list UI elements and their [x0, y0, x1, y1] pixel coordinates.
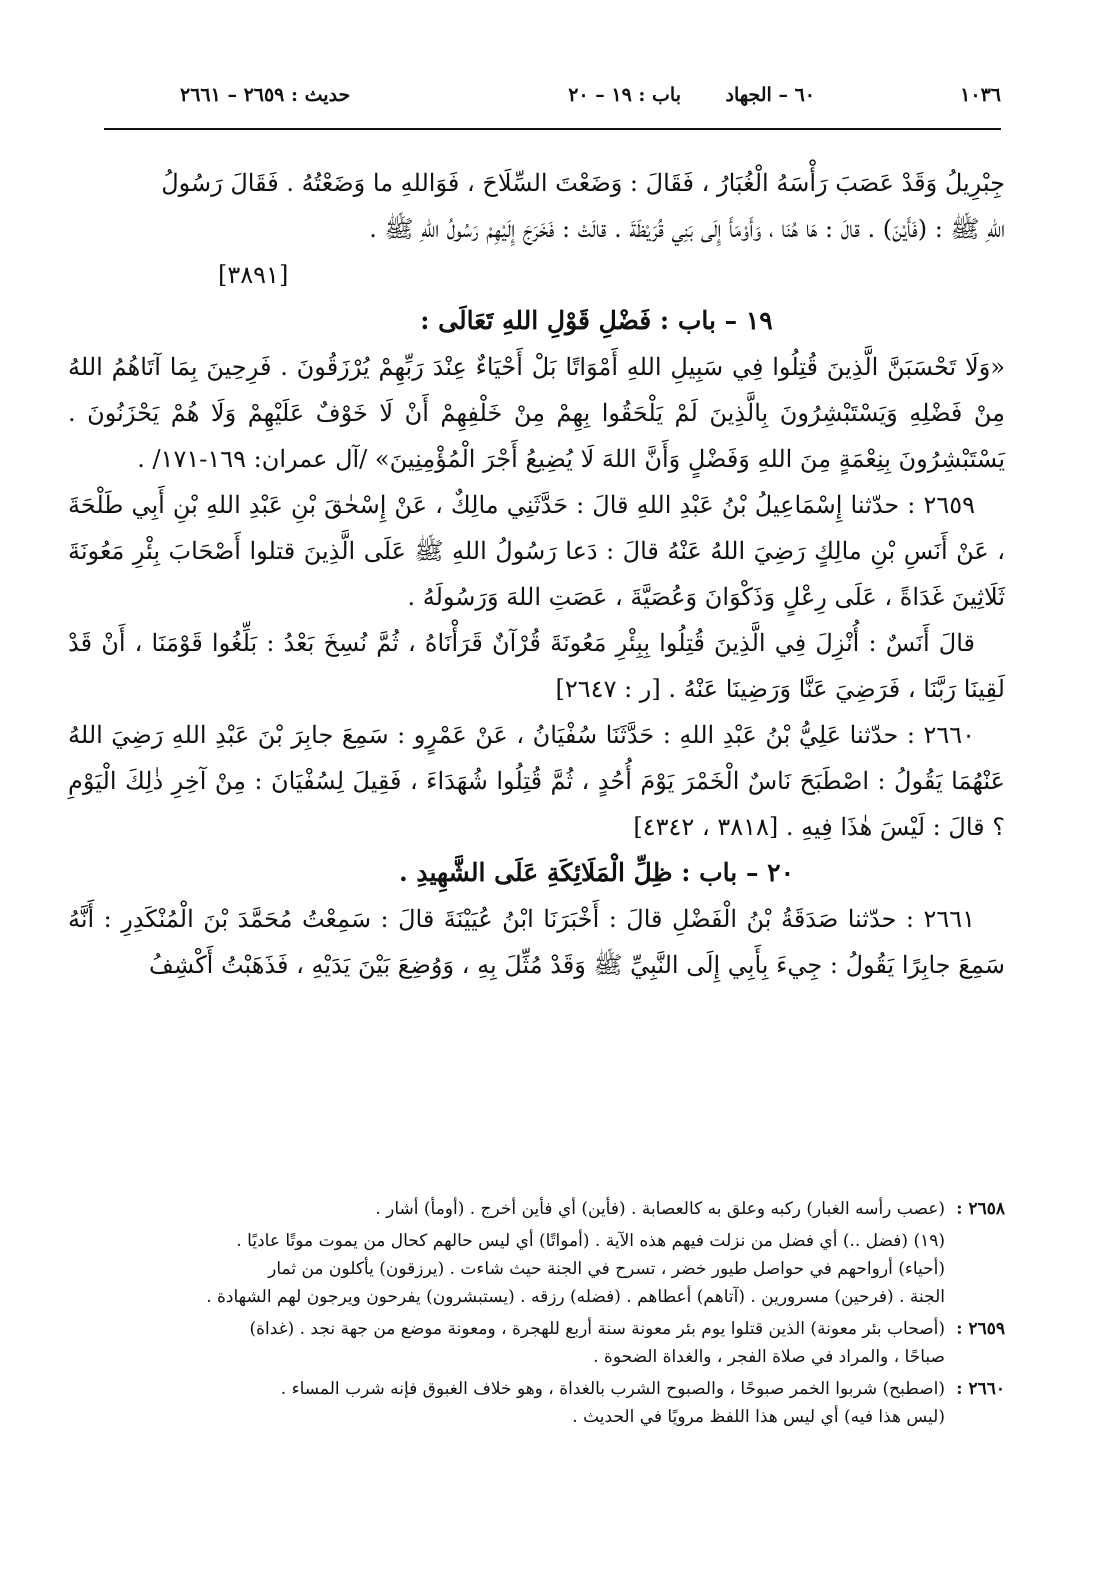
footnote-number: ٢٦٦٠ : — [956, 1379, 1005, 1399]
hadith-2659-text: ٢٦٥٩ : حدّثنا إِسْمَاعِيلُ بْنُ عَبْدِ اللهِ قالَ : حَدَّثَنِي مالِكٌ ، عَنْ إِسْحٰقَ بْنِ عَبْدِ اللهِ بْنِ أَبِي طَلْحَةَ ، عَنْ أَنَسِ بْنِ مالِكٍ رَضِيَ اللهُ عَنْهُ قالَ : دَعا رَسُولُ اللهِ ﷺ عَلَى الَّذِينَ قتلوا أَصْحَابَ بِئْرِ مَعُونَةَ ثَلَاثِينَ غَدَاةً ، عَلَى رِعْلٍ وَذَكْوَانَ وَعُصَيَّةَ ، عَصَتِ اللهَ وَرَسُولَهُ . — [68, 491, 1005, 611]
hadith-range: حديث : ٢٦٥٩ – ٢٦٦١ — [180, 84, 351, 106]
footnote-line: (أصحاب بئر معونة) الذين قتلوا يوم بئر معونة سنة أربع للهجرة ، ومعونة موضع من جهة نجد . (غداة) — [249, 1319, 945, 1339]
footnote-line: (١٩) (فضل ..) أي فضل من نزلت فيهم هذه الآية . (أمواتًا) أي ليس حالهم كحال من يموت موتًا عاديًا . — [236, 1231, 945, 1251]
footnote-line: (عصب رأسه الغبار) ركبه وعلق به كالعصابة . (فأين) أي فأين أخرج . (أومأ) أشار . — [375, 1199, 945, 1219]
hadith-2660-text: ٢٦٦٠ : حدّثنا عَلِيُّ بْنُ عَبْدِ اللهِ : حَدَّثَنَا سُفْيَانُ ، عَنْ عَمْرٍو : سَمِعَ جابِرَ بْنَ عَبْدِ اللهِ رَضِيَ اللهُ عَنْهُمَا يَقُولُ : اصْطَبَحَ نَاسٌ الْخَمْرَ يَوْمَ أُحُدٍ ، ثُمَّ قُتِلُوا شُهَدَاءَ ، فَقِيلَ لِسُفْيَانَ : مِنْ آخِرِ ذٰلِكَ الْيَوْمِ ؟ قالَ : لَيْسَ هٰذَا فِيهِ . [٣٨١٨ ، ٤٣٤٢] — [68, 721, 1005, 841]
footnote-number: ٢٦٥٨ : — [956, 1199, 1005, 1219]
footnotes — [68, 1195, 1005, 1435]
footnote-number: ٢٦٥٩ : — [956, 1319, 1005, 1339]
bab-range: باب : ١٩ – ٢٠ — [568, 84, 681, 106]
bab-19-title: ١٩ – باب : فَضْلِ قَوْلِ اللهِ تَعَالَى : — [420, 306, 773, 335]
header-divider — [104, 128, 1001, 130]
footnote-line: صباحًا ، والمراد في صلاة الفجر ، والغداة الضحوة . — [593, 1347, 945, 1367]
footnote-2659 — [68, 1315, 1005, 1371]
page-number: ١٠٣٦ — [960, 84, 1001, 106]
footnote-line: (أحياء) أرواحهم في حواصل طيور خضر ، تسرح في الجنة حيث شاءت . (يرزقون) يأكلون من ثمار — [268, 1259, 945, 1279]
bab-20-title: ٢٠ – باب : ظِلِّ الْمَلَائِكَةِ عَلَى الشَّهِيدِ . — [398, 858, 795, 887]
intro-line-1: جِبْرِيلُ وَقَدْ عَصَبَ رَأْسَهُ الْغُبَارُ ، فَقَالَ : وَضَعْتَ السِّلَاحَ ، فَوَاللهِ ما وَضَعْتُهُ . فَقَالَ رَسُولُ — [161, 169, 1005, 197]
footnote-line: (اصطبح) شربوا الخمر صبوحًا ، والصبوح الشرب بالغداة ، وهو خلاف الغبوق فإنه شرب المساء . — [280, 1379, 945, 1399]
main-text — [68, 160, 1005, 988]
footnote-line: (ليس هذا فيه) أي ليس هذا اللفظ مرويًا في الحديث . — [572, 1407, 945, 1427]
book-title: ٦٠ – الجهاد — [725, 84, 815, 106]
footnote-2658 — [68, 1195, 1005, 1223]
running-header — [180, 80, 1001, 110]
footnote-2660 — [68, 1375, 1005, 1431]
hadith-2661-text: ٢٦٦١ : حدّثنا صَدَقَةُ بْنُ الْفَضْلِ قالَ : أَخْبَرَنَا ابْنُ عُيَيْنَةَ قالَ : سَمِعْتُ مُحَمَّدَ بْنَ الْمُنْكَدِرِ : أَنَّهُ سَمِعَ جابِرًا يَقُولُ : جِيءَ بِأَبِي إِلَى النَّبِيِّ ﷺ وَقَدْ مُثِّلَ بِهِ ، وَوُضِعَ بَيْنَ يَدَيْهِ ، فَذَهَبْتُ أَكْشِفُ — [68, 905, 1005, 979]
hadith-2659-anas: قالَ أَنَسٌ : أُنْزِلَ فِي الَّذِينَ قُتِلُوا بِبِئْرِ مَعُونَةَ قُرْآنٌ قَرَأْنَاهُ ، ثُمَّ نُسِخَ بَعْدُ : بَلِّغُوا قَوْمَنَا ، أَنْ قَدْ لَقِينَا رَبَّنَا ، فَرَضِيَ عَنَّا وَرَضِينَا عَنْهُ . [ر : ٢٦٤٧] — [68, 629, 1005, 703]
footnote-bab-19 — [68, 1227, 1005, 1311]
intro-line-2: اللهِ ﷺ : (فَأَيْنَ) . قالَ : هَا هُنَا ، وَأَوْمَأَ إِلَى بَنِي قُرَيْظَةَ . قالَتْ : فَخَرَجَ إِلَيْهِمْ رَسُولُ اللهِ ﷺ . — [369, 215, 1005, 243]
intro-reference: [٣٨٩١] — [218, 261, 289, 289]
footnote-line: الجنة . (فرحين) مسرورين . (آتاهم) أعطاهم . (فضله) رزقه . (يستبشرون) يفرحون ويرجون لهم الشهادة . — [206, 1287, 945, 1307]
bab-19-verse: «وَلَا تَحْسَبَنَّ الَّذِينَ قُتِلُوا فِي سَبِيلِ اللهِ أَمْوَاتًا بَلْ أَحْيَاءٌ عِنْدَ رَبِّهِمْ يُرْزَقُونَ . فَرِحِينَ بِمَا آتَاهُمُ اللهُ مِنْ فَضْلِهِ وَيَسْتَبْشِرُونَ بِالَّذِينَ لَمْ يَلْحَقُوا بِهِمْ مِنْ خَلْفِهِمْ أَنْ لَا خَوْفٌ عَلَيْهِمْ وَلَا هُمْ يَحْزَنُونَ . يَسْتَبْشِرُونَ بِنِعْمَةٍ مِنَ اللهِ وَفَضْلٍ وَأَنَّ اللهَ لَا يُضِيعُ أَجْرَ الْمُؤْمِنِينَ» /آل عمران: ١٦٩-١٧١/ . — [68, 353, 1005, 473]
